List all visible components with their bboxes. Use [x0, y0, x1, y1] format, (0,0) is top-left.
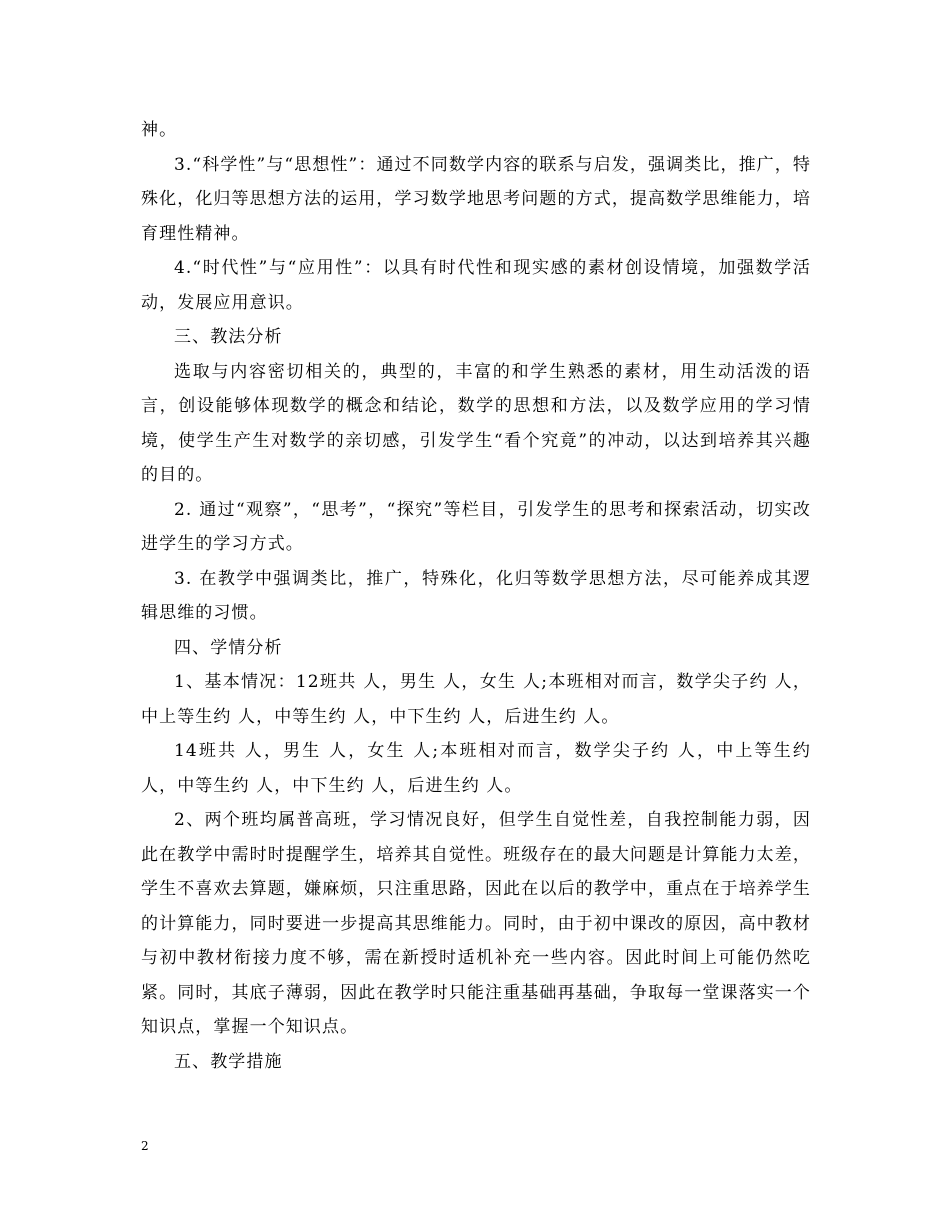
section-heading-teaching-measures: 五、教学措施 [174, 1051, 283, 1072]
page-number: 2 [141, 1139, 149, 1153]
paragraph-continuation: 神。 [141, 120, 178, 140]
paragraph-method-2: 2. 通过“观察”，“思考”，“探究”等栏目，引发学生的思考和探索活动，切实改进学生的学习方式。 [141, 499, 811, 554]
paragraph-point-3: 3.“科学性”与“思想性”：通过不同数学内容的联系与启发，强调类比，推广，特殊化，化归等思想方法的运用，学习数学地思考问题的方式，提高数学思维能力，培育理性精神。 [141, 154, 811, 244]
paragraph-material-selection: 选取与内容密切相关的，典型的，丰富的和学生熟悉的素材，用生动活泼的语言，创设能够体现数学的概念和结论，数学的思想和方法，以及数学应用的学习情境，使学生产生对数学的亲切感，引发学生“看个究竟”的冲动，以达到培养其兴趣的目的。 [141, 361, 811, 485]
section-heading-student-analysis: 四、学情分析 [174, 637, 283, 658]
document-body [141, 113, 811, 1079]
paragraph-class-situation: 2、两个班均属普高班，学习情况良好，但学生自觉性差，自我控制能力弱，因此在教学中需时时提醒学生，培养其自觉性。班级存在的最大问题是计算能力太差，学生不喜欢去算题，嫌麻烦，只注重思路，因此在以后的教学中，重点在于培养学生的计算能力，同时要进一步提高其思维能力。同时，由于初中课改的原因，高中教材与初中教材衔接力度不够，需在新授时适机补充一些内容。因此时间上可能仍然吃紧。同时，其底子薄弱，因此在教学时只能注重基础再基础，争取每一堂课落实一个知识点，掌握一个知识点。 [141, 810, 811, 1037]
paragraph-method-3: 3. 在教学中强调类比，推广，特殊化，化归等数学思想方法，尽可能养成其逻辑思维的习惯。 [141, 568, 811, 623]
paragraph-point-4: 4.“时代性”与“应用性”：以具有时代性和现实感的素材创设情境，加强数学活动，发展应用意识。 [141, 258, 811, 313]
paragraph-class-14: 14班共 人，男生 人，女生 人;本班相对而言，数学尖子约 人，中上等生约 人，中等生约 人，中下生约 人，后进生约 人。 [141, 741, 811, 796]
paragraph-class-12: 1、基本情况：12班共 人，男生 人，女生 人;本班相对而言，数学尖子约 人，中上等生约 人，中等生约 人，中下生约 人，后进生约 人。 [141, 672, 811, 727]
section-heading-teaching-method: 三、教法分析 [174, 327, 283, 347]
